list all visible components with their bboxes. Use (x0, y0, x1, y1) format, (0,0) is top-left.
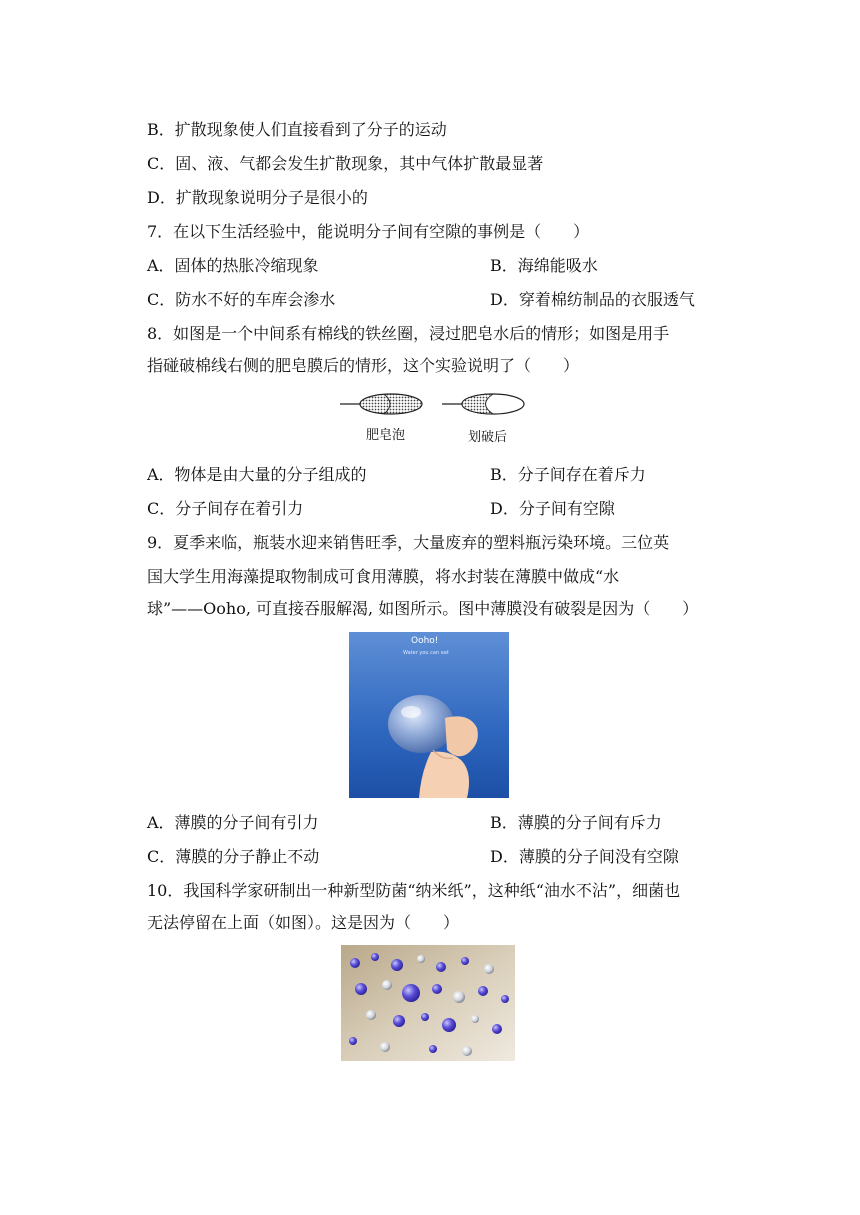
ooho-photo-title: Ooho! (411, 636, 439, 646)
figure-label-broken: 划破后 (468, 430, 508, 445)
q7-stem: 7．在以下生活经验中，能说明分子间有空隙的事例是（ ） (147, 222, 590, 241)
q9-stem-line2: 国大学生用海藻提取物制成可食用薄膜，将水封装在薄膜中做成“水 (147, 567, 620, 586)
q9-stem-line1: 9．夏季来临，瓶装水迎来销售旺季，大量废弃的塑料瓶污染环境。三位英 (147, 533, 670, 552)
q9-option-d: D．薄膜的分子间没有空隙 (490, 847, 679, 866)
q6-option-c: C．固、液、气都会发生扩散现象，其中气体扩散最显著 (147, 154, 544, 173)
q7-option-c: C．防水不好的车库会渗水 (147, 290, 336, 309)
q7-option-a: A．固体的热胀冷缩现象 (147, 256, 319, 275)
ooho-photo-subtitle: Water you can eat (403, 650, 449, 656)
q8-option-c: C．分子间存在着引力 (147, 499, 304, 518)
q8-stem-line2: 指碰破棉线右侧的肥皂膜后的情形，这个实验说明了（ ） (147, 356, 580, 375)
q6-option-b: B．扩散现象使人们直接看到了分子的运动 (147, 120, 447, 139)
q6-option-d: D．扩散现象说明分子是很小的 (147, 188, 368, 207)
q9-option-b: B．薄膜的分子间有斥力 (490, 813, 662, 832)
q8-stem-line1: 8．如图是一个中间系有棉线的铁丝圈，浸过肥皂水后的情形；如图是用手 (147, 324, 670, 343)
q8-option-a: A．物体是由大量的分子组成的 (147, 465, 367, 484)
q7-option-b: B．海绵能吸水 (490, 256, 598, 275)
nano-paper-photo (341, 945, 515, 1061)
ooho-photo (349, 632, 509, 798)
q10-stem-line1: 10．我国科学家研制出一种新型防菌“纳米纸”，这种纸“油水不沾”，细菌也 (147, 881, 681, 900)
q9-stem-line3: 球”——Ooho, 可直接吞服解渴, 如图所示。图中薄膜没有破裂是因为（ ） (147, 599, 699, 618)
nano-paper-droplets-image (341, 945, 515, 1061)
q8-option-d: D．分子间有空隙 (490, 499, 615, 518)
q9-option-c: C．薄膜的分子静止不动 (147, 847, 320, 866)
soap-film-figure (338, 390, 528, 446)
figure-label-soap-film: 肥皂泡 (366, 428, 406, 443)
q7-option-d: D．穿着棉纺制品的衣服透气 (490, 290, 695, 309)
q9-option-a: A．薄膜的分子间有引力 (147, 813, 319, 832)
ooho-photo-image (349, 632, 509, 798)
q8-option-b: B．分子间存在着斥力 (490, 465, 646, 484)
q10-stem-line2: 无法停留在上面（如图）。这是因为（ ） (147, 913, 460, 932)
